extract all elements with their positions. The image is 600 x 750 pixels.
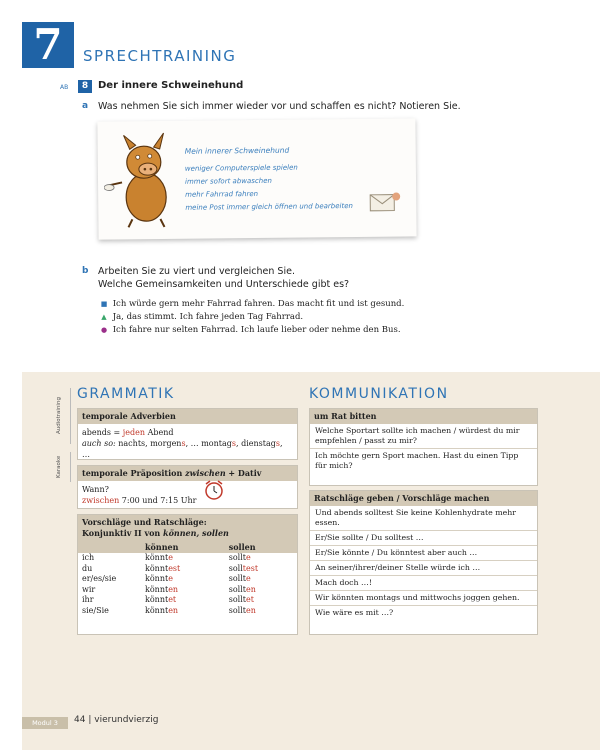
circle-bullet-icon: ● xyxy=(100,326,108,334)
ratschlaege-line-7: Wie wäre es mit …? xyxy=(315,608,394,617)
square-bullet-icon: ■ xyxy=(100,300,108,308)
audiotraining-tab[interactable]: Audiotraining xyxy=(56,388,71,444)
ratschlaege-line-6: Wir könnten montags und mittwochs joggen gehen. xyxy=(310,591,537,606)
table-row: sie/Sie könnten sollten xyxy=(82,605,256,615)
kommunikation-heading: KOMMUNIKATION xyxy=(309,386,449,402)
note-title: Mein innerer Schweinehund xyxy=(184,145,290,156)
note-card xyxy=(97,118,416,239)
section-title: SPRECHTRAINING xyxy=(83,47,237,65)
note-line-3: mehr Fahrrad fahren xyxy=(185,189,259,199)
konjunktiv-box xyxy=(77,514,298,635)
example-line-3: ● Ich fahre nur selten Fahrrad. Ich laufe lieber oder nehme den Bus. xyxy=(98,325,401,335)
adverbien-box xyxy=(77,408,298,460)
letter-envelope-icon xyxy=(368,188,402,214)
praeposition-body: Wann? zwischen 7:00 und 7:15 Uhr xyxy=(82,485,197,505)
page-number-word: vierundvierzig xyxy=(94,715,159,725)
alarm-clock-icon xyxy=(202,479,228,501)
table-row: ich könnte sollte xyxy=(82,553,251,562)
chapter-number: 7 xyxy=(22,22,74,68)
task-a-text: Was nehmen Sie sich immer wieder vor und schaffen es nicht? Notieren Sie. xyxy=(98,101,461,112)
task-b-line-2: Welche Gemeinsamkeiten und Unterschiede gibt es? xyxy=(98,279,350,290)
triangle-bullet-icon: ▲ xyxy=(101,313,107,321)
ratschlaege-line-5: Mach doch …! xyxy=(310,576,537,591)
adverbien-body: abends = jeden Abend auch so: nachts, morgens, … montags, dienstags, … xyxy=(82,428,283,459)
note-line-4: meine Post immer gleich öffnen und bearbeiten xyxy=(185,201,354,212)
task-b-letter: b xyxy=(82,266,89,276)
rat-title: um Rat bitten xyxy=(310,409,537,424)
exercise-title: Der innere Schweinehund xyxy=(98,80,244,91)
ratschlaege-title: Ratschläge geben / Vorschläge machen xyxy=(310,491,537,506)
table-row: du könntest solltest xyxy=(82,563,259,573)
grammatik-heading: GRAMMATIK xyxy=(77,386,175,402)
note-line-2: immer sofort abwaschen xyxy=(184,176,273,186)
note-line-1: weniger Computerspiele spielen xyxy=(184,163,298,173)
ratschlaege-box xyxy=(309,490,538,635)
page-footer: 44 | vierundvierzig xyxy=(74,715,159,725)
adverbien-title: temporale Adverbien xyxy=(78,409,297,424)
konjunktiv-title: Vorschläge und Ratschläge: Konjunktiv II von können, sollen xyxy=(78,515,297,541)
ratschlaege-line-3: Er/Sie könnte / Du könntest aber auch … xyxy=(310,546,537,561)
konjunktiv-table xyxy=(78,541,297,616)
praeposition-box xyxy=(77,465,298,509)
rat-box xyxy=(309,408,538,486)
page-number: 44 xyxy=(74,715,86,725)
example-line-2: ▲ Ja, das stimmt. Ich fahre jeden Tag Fahrrad. xyxy=(98,312,303,322)
table-header-row: können sollen xyxy=(78,541,297,553)
table-row: ihr könntet solltet xyxy=(82,595,254,604)
module-badge: Modul 3 xyxy=(22,717,68,729)
task-b-line-1: Arbeiten Sie zu viert und vergleichen Sie. xyxy=(98,266,295,277)
table-row: wir könnten sollten xyxy=(82,584,256,594)
pig-dog-illustration-icon xyxy=(103,127,182,232)
karaoke-tab[interactable]: Karaoke xyxy=(56,452,71,482)
example-line-1: ■ Ich würde gern mehr Fahrrad fahren. Das macht fit und ist gesund. xyxy=(98,299,404,309)
ratschlaege-line-1: Und abends solltest Sie keine Kohlenhydrate mehr essen. xyxy=(310,506,537,531)
praeposition-title: temporale Präposition zwischen + Dativ xyxy=(78,466,297,481)
exercise-number: 8 xyxy=(78,80,92,93)
rat-line-2: Ich möchte gern Sport machen. Hast du einen Tipp für mich? xyxy=(315,451,519,470)
ab-label: AB xyxy=(60,84,69,91)
ratschlaege-line-4: An seiner/ihrer/deiner Stelle würde ich … xyxy=(310,561,537,576)
rat-line-1: Welche Sportart sollte ich machen / würdest du mir empfehlen / passt zu mir? xyxy=(310,424,537,449)
ratschlaege-line-2: Er/Sie sollte / Du solltest … xyxy=(310,531,537,546)
task-a-letter: a xyxy=(82,101,89,111)
table-row: er/es/sie könnte sollte xyxy=(82,574,251,583)
